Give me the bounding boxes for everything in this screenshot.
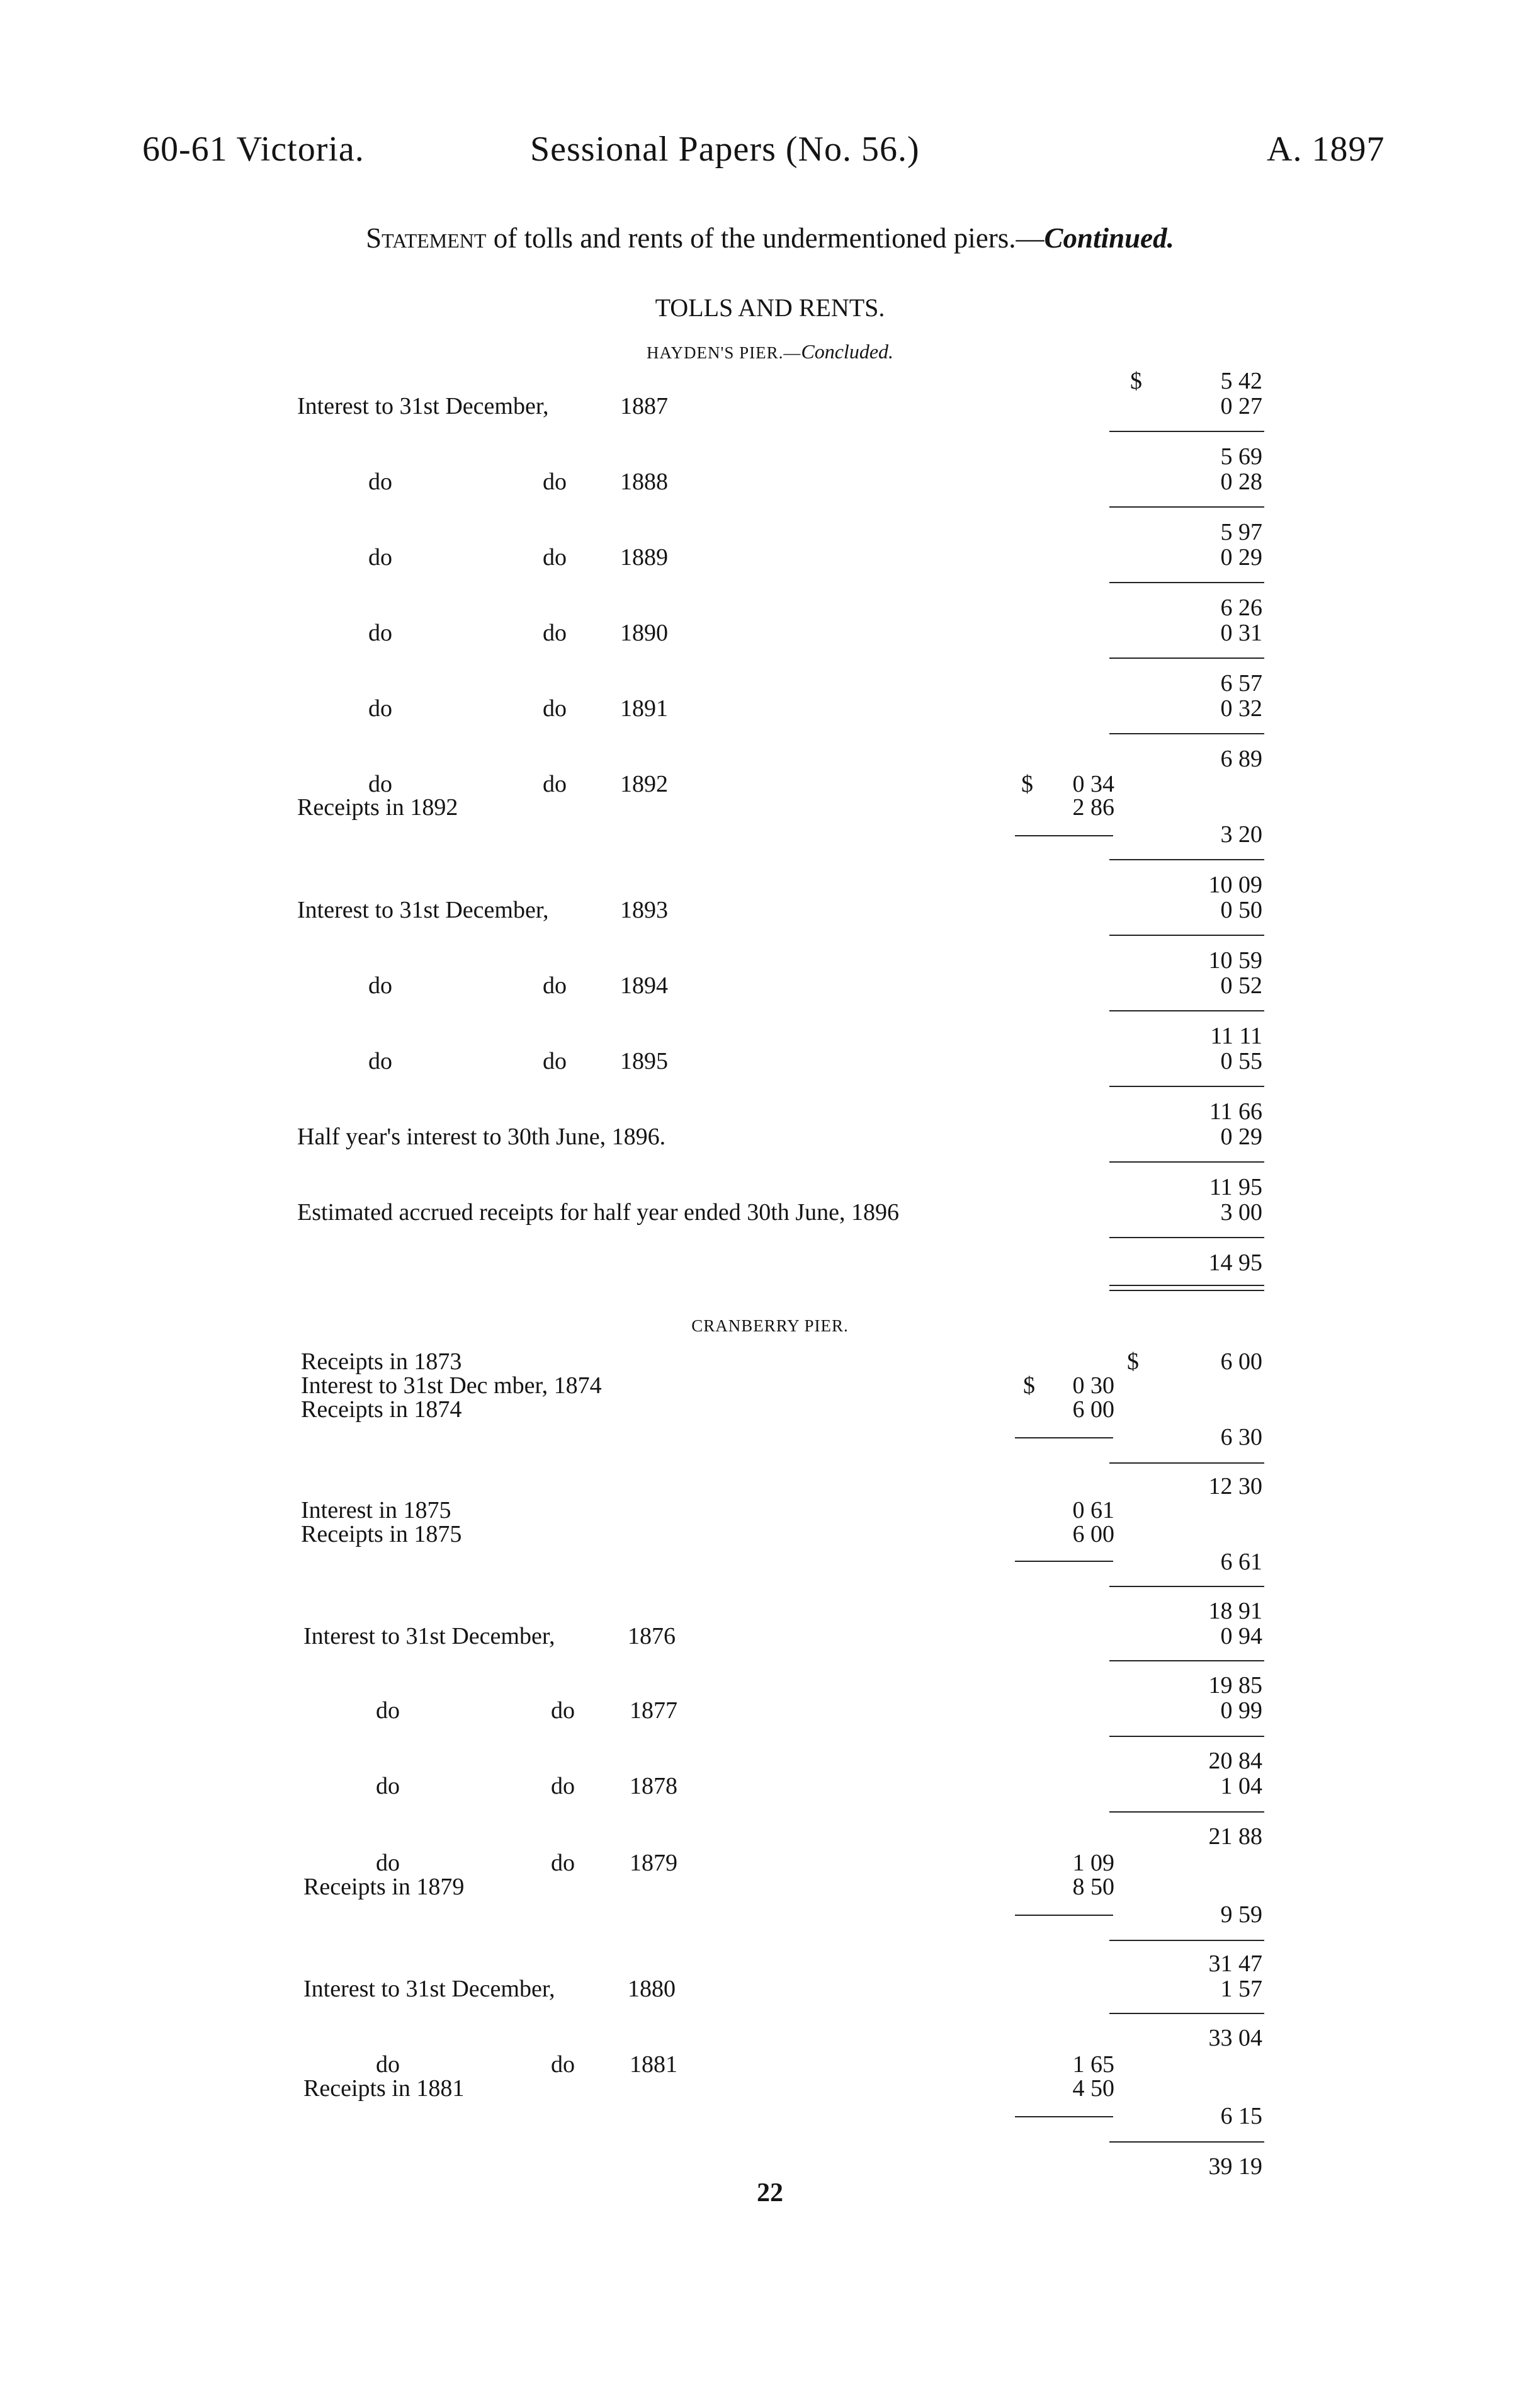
inner-value: 8 50 <box>1072 1874 1114 1900</box>
cranberry-total: 39 19 <box>1208 2153 1262 2180</box>
sum-rule <box>1109 582 1264 583</box>
inner-value: 6 00 <box>1072 1521 1114 1547</box>
row-label: do <box>368 544 392 571</box>
row-subtotal: 6 26 <box>1220 595 1262 621</box>
row-subtotal: 11 11 <box>1210 1023 1262 1049</box>
sum-rule <box>1109 658 1264 659</box>
sum-rule <box>1109 1237 1264 1238</box>
row-mid: do <box>551 1697 575 1724</box>
hayden-heading-note: Concluded. <box>801 340 894 363</box>
section-title: TOLLS AND RENTS. <box>655 293 885 322</box>
row-label: Interest to 31st December, <box>297 393 549 419</box>
hayden-pier-heading <box>0 340 1540 363</box>
row-value: 0 32 <box>1220 695 1262 722</box>
row-year: 1893 <box>620 897 668 923</box>
running-header-left: 60-61 Victoria. <box>142 130 365 169</box>
row-year: 1891 <box>620 695 668 722</box>
sum-rule <box>1109 733 1264 734</box>
row-subtotal: 5 69 <box>1220 443 1262 470</box>
row-subtotal: 33 04 <box>1208 2025 1262 2051</box>
row-subtotal: 18 91 <box>1208 1598 1262 1624</box>
row-label: do <box>376 1850 400 1876</box>
inner-rule <box>1015 1915 1113 1916</box>
row-label: Estimated accrued receipts for half year ended 30th June, 1896 <box>297 1199 899 1226</box>
row-label: do <box>368 469 392 495</box>
sum-rule <box>1109 506 1264 508</box>
row-subtotal: 10 09 <box>1208 872 1262 898</box>
row-value: 0 27 <box>1220 393 1262 419</box>
row-label: Receipts in 1881 <box>303 2075 465 2102</box>
inner-value: 0 34 <box>1072 771 1114 797</box>
row-mid: do <box>551 1850 575 1876</box>
statement-title <box>0 222 1540 254</box>
row-subtotal: 5 97 <box>1220 519 1262 545</box>
row-year: 1878 <box>630 1773 677 1799</box>
row-subtotal: 10 59 <box>1208 947 1262 974</box>
row-year: 1881 <box>630 2051 677 2078</box>
row-subtotal: 6 89 <box>1220 746 1262 772</box>
row-value: 0 50 <box>1220 897 1262 923</box>
row-mid: do <box>551 2051 575 2078</box>
inner-rule <box>1015 2116 1113 2117</box>
row-value: 6 15 <box>1220 2103 1262 2129</box>
row-subtotal: 19 85 <box>1208 1672 1262 1699</box>
row-value: 0 31 <box>1220 620 1262 646</box>
row-mid: do <box>543 469 567 495</box>
row-label: Interest to 31st December, <box>297 897 549 923</box>
row-label: Half year's interest to 30th June, 1896. <box>297 1124 666 1150</box>
inner-value: 1 09 <box>1072 1850 1114 1876</box>
row-label: do <box>368 771 392 797</box>
cranberry-pier-heading: CRANBERRY PIER. <box>691 1316 849 1335</box>
sum-rule <box>1109 1010 1264 1011</box>
sum-rule <box>1109 1736 1264 1737</box>
running-header-center: Sessional Papers (No. 56.) <box>530 130 920 169</box>
row-subtotal: 31 47 <box>1208 1950 1262 1977</box>
row-value: 0 94 <box>1220 1623 1262 1649</box>
statement-lead: Statement <box>366 222 487 254</box>
inner-value: 0 30 <box>1072 1372 1114 1399</box>
inner-rule <box>1015 835 1113 836</box>
row-year: 1877 <box>630 1697 677 1724</box>
row-subtotal: 6 57 <box>1220 670 1262 697</box>
row-label: do <box>368 1048 392 1074</box>
dollar-sign: $ <box>1023 1372 1035 1399</box>
row-value: 9 59 <box>1220 1901 1262 1928</box>
row-year: 1887 <box>620 393 668 419</box>
inner-value: 1 65 <box>1072 2051 1114 2078</box>
page-number: 22 <box>757 2178 783 2207</box>
row-value: 6 61 <box>1220 1549 1262 1575</box>
sum-rule <box>1109 2141 1264 2143</box>
sum-rule <box>1109 1086 1264 1087</box>
row-label: Interest to 31st Dec mber, 1874 <box>301 1372 602 1399</box>
total-rule <box>1109 1290 1264 1291</box>
row-subtotal: 11 95 <box>1209 1174 1262 1200</box>
row-value: 1 57 <box>1220 1976 1262 2002</box>
row-value: 0 29 <box>1220 1124 1262 1150</box>
dollar-sign: $ <box>1127 1348 1139 1375</box>
row-value: 0 99 <box>1220 1697 1262 1724</box>
row-subtotal: 21 88 <box>1208 1823 1262 1850</box>
row-label: Interest to 31st December, <box>303 1976 555 2002</box>
inner-value: 0 61 <box>1072 1497 1114 1523</box>
row-label: do <box>368 620 392 646</box>
row-label: Receipts in 1874 <box>301 1396 462 1423</box>
row-mid: do <box>543 620 567 646</box>
row-year: 1889 <box>620 544 668 571</box>
row-label: Receipts in 1875 <box>301 1521 462 1547</box>
row-year: 1890 <box>620 620 668 646</box>
row-year: 1894 <box>620 972 668 999</box>
hayden-total: 14 95 <box>1208 1250 1262 1276</box>
row-value: 3 00 <box>1220 1199 1262 1226</box>
inner-value: 2 86 <box>1072 794 1114 821</box>
sum-rule <box>1109 1161 1264 1163</box>
running-header-right: A. 1897 <box>1267 130 1385 169</box>
row-year: 1895 <box>620 1048 668 1074</box>
row-mid: do <box>543 544 567 571</box>
row-mid: do <box>543 972 567 999</box>
row-label: Receipts in 1873 <box>301 1348 462 1375</box>
inner-value: 6 00 <box>1072 1396 1114 1423</box>
row-year: 1876 <box>628 1623 676 1649</box>
row-value: 0 28 <box>1220 469 1262 495</box>
sum-rule <box>1109 431 1264 432</box>
row-value: 0 55 <box>1220 1048 1262 1074</box>
row-subtotal: 12 30 <box>1208 1473 1262 1500</box>
row-subtotal: 11 66 <box>1209 1098 1262 1125</box>
statement-body: of tolls and rents of the undermentioned piers.— <box>486 222 1045 254</box>
row-value: 3 20 <box>1220 821 1262 848</box>
row-label: do <box>376 2051 400 2078</box>
dollar-sign: $ <box>1021 771 1033 797</box>
sum-rule <box>1109 1660 1264 1661</box>
sum-rule <box>1109 1940 1264 1941</box>
row-year: 1879 <box>630 1850 677 1876</box>
row-mid: do <box>551 1773 575 1799</box>
row-label: do <box>376 1697 400 1724</box>
row-value: 0 52 <box>1220 972 1262 999</box>
row-value: 6 00 <box>1220 1348 1262 1375</box>
row-label: Interest to 31st December, <box>303 1623 555 1649</box>
inner-rule <box>1015 1561 1113 1562</box>
sum-rule <box>1109 1811 1264 1813</box>
row-subtotal: 20 84 <box>1208 1748 1262 1774</box>
row-year: 1888 <box>620 469 668 495</box>
hayden-heading-text: HAYDEN'S PIER.— <box>646 343 801 362</box>
hayden-opening-balance: 5 42 <box>1220 368 1262 394</box>
row-value: 0 29 <box>1220 544 1262 571</box>
row-year: 1892 <box>620 771 668 797</box>
statement-continued: Continued. <box>1044 222 1174 254</box>
sum-rule <box>1109 2013 1264 2014</box>
row-label: do <box>368 972 392 999</box>
row-year: 1880 <box>628 1976 676 2002</box>
sum-rule <box>1109 1586 1264 1587</box>
dollar-sign: $ <box>1130 368 1142 394</box>
sum-rule <box>1109 1462 1264 1464</box>
row-mid: do <box>543 1048 567 1074</box>
inner-value: 4 50 <box>1072 2075 1114 2102</box>
row-label: Interest in 1875 <box>301 1497 451 1523</box>
receipts-label: Receipts in 1892 <box>297 794 458 821</box>
sum-rule <box>1109 859 1264 860</box>
row-mid: do <box>543 771 567 797</box>
row-value: 6 30 <box>1220 1424 1262 1450</box>
row-label: Receipts in 1879 <box>303 1874 465 1900</box>
total-rule <box>1109 1285 1264 1286</box>
row-value: 1 04 <box>1220 1773 1262 1799</box>
row-label: do <box>368 695 392 722</box>
row-label: do <box>376 1773 400 1799</box>
row-mid: do <box>543 695 567 722</box>
inner-rule <box>1015 1437 1113 1438</box>
sum-rule <box>1109 935 1264 936</box>
